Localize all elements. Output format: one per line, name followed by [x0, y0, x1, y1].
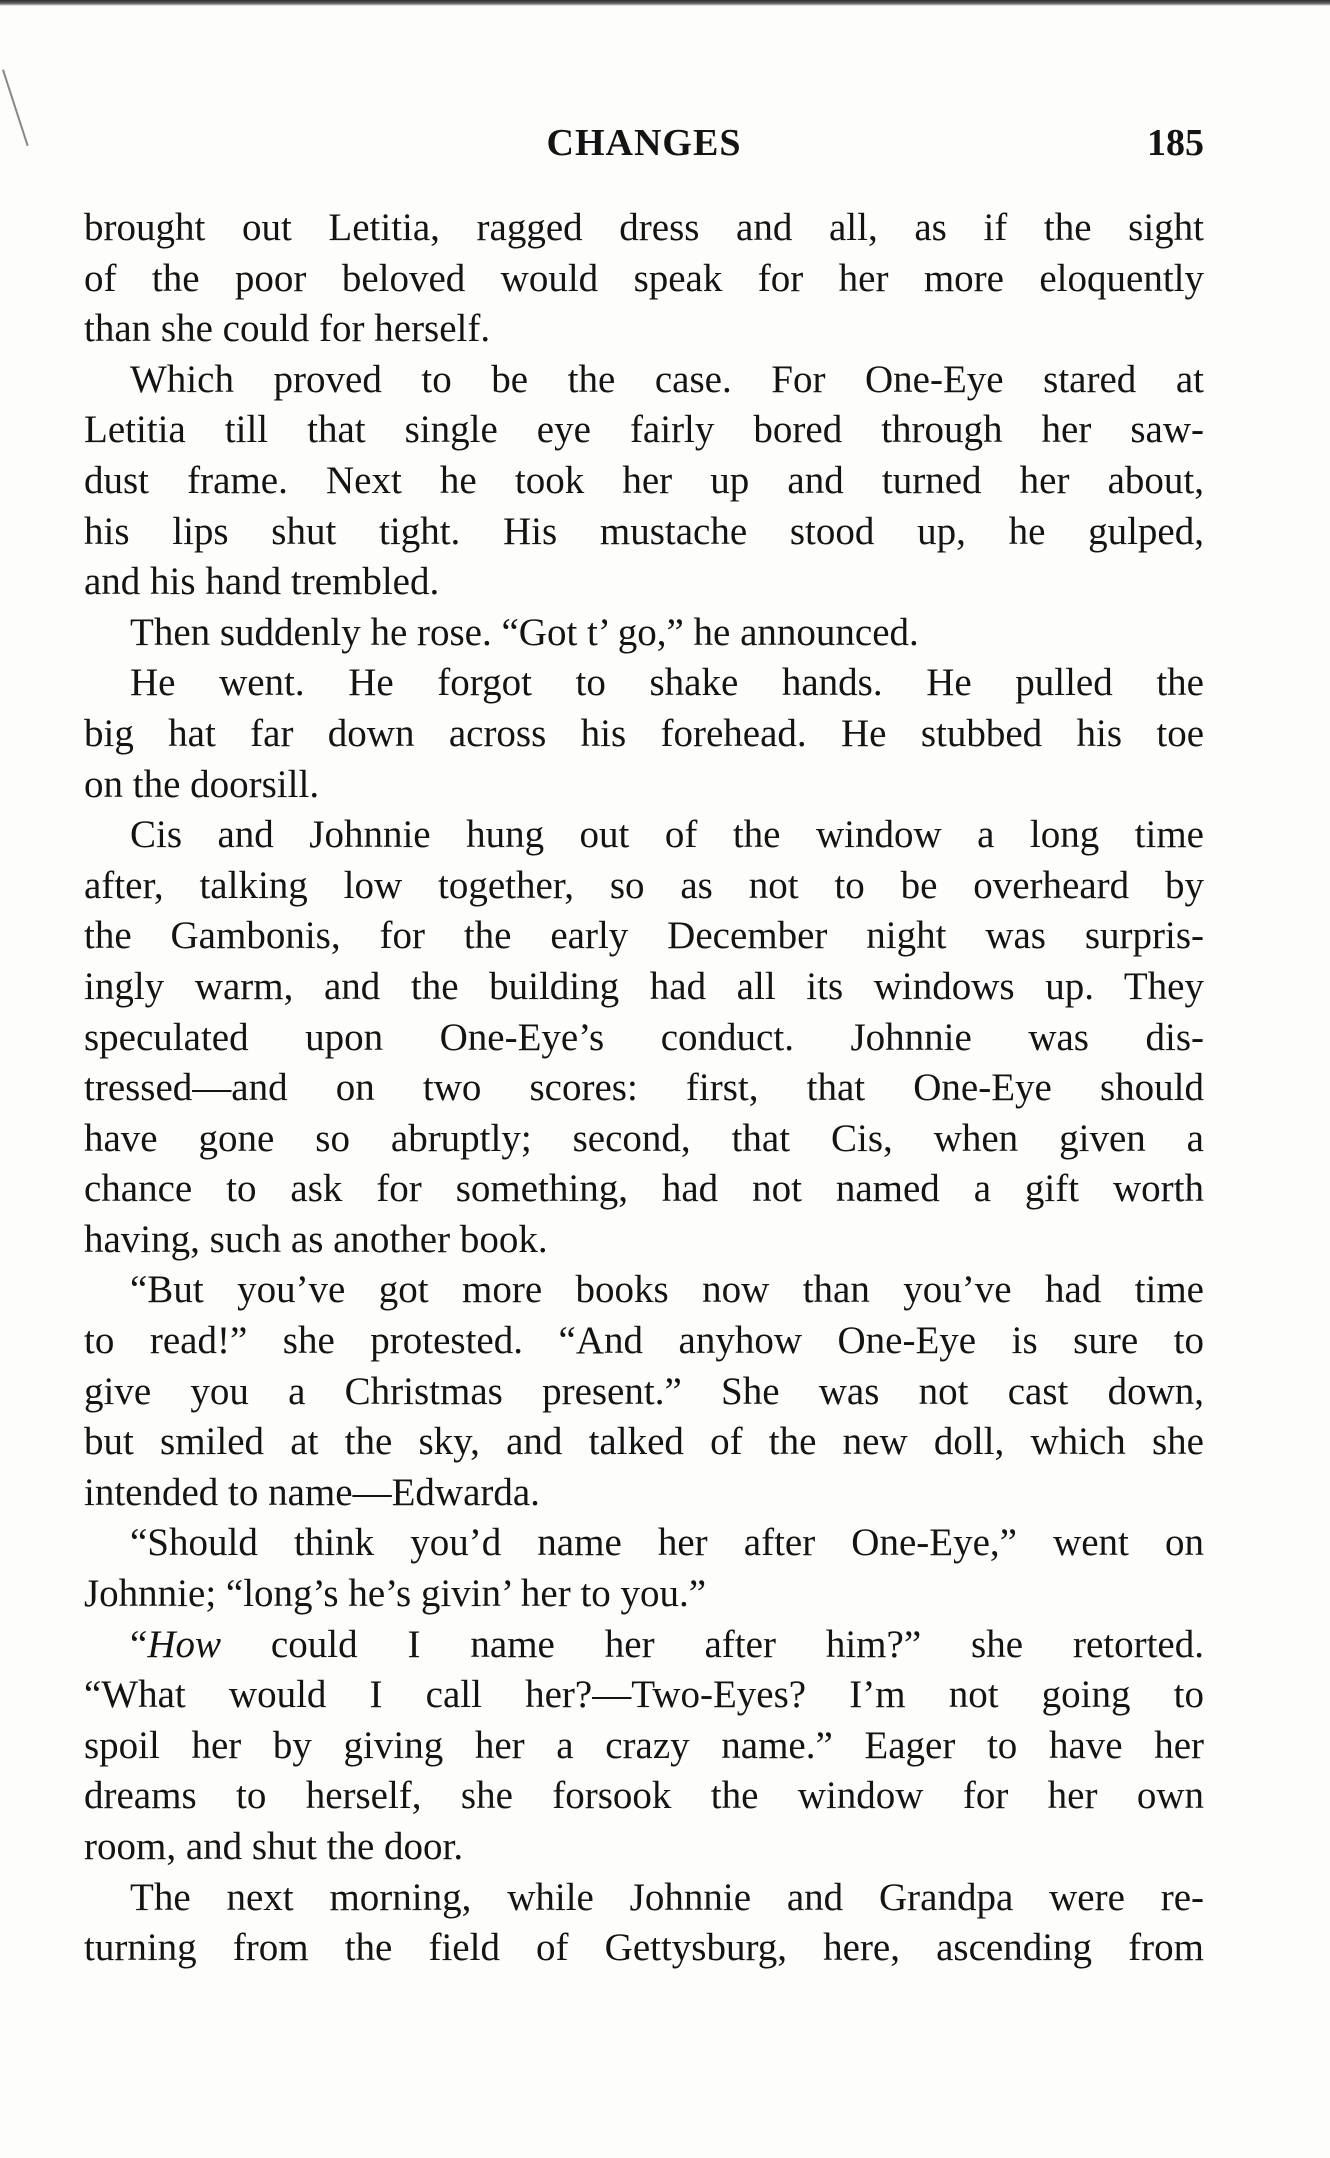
text-line: dust frame. Next he took her up and turned her about,: [84, 458, 1204, 502]
text-line: the Gambonis, for the early December night was surpris-: [84, 914, 1204, 958]
text-line: “But you’ve got more books now than you’ve had time: [130, 1268, 1204, 1312]
text-line: speculated upon One-Eye’s conduct. Johnnie was dis-: [84, 1015, 1204, 1059]
text-line: Cis and Johnnie hung out of the window a long time: [130, 813, 1204, 857]
text-line: He went. He forgot to shake hands. He pulled the: [130, 661, 1204, 705]
text-line: intended to name—Edwarda.: [84, 1470, 540, 1514]
text-line: have gone so abruptly; second, that Cis, when given a: [84, 1116, 1204, 1160]
text-line: than she could for herself.: [84, 307, 491, 351]
text-line: having, such as another book.: [84, 1217, 548, 1261]
running-head: [84, 118, 1204, 168]
page-number: 185: [1147, 122, 1204, 164]
text-line: Which proved to be the case. For One-Eye stared at: [130, 357, 1204, 401]
text-line: Letitia till that single eye fairly bored through her saw-: [84, 408, 1204, 452]
text-line: Johnnie; “long’s he’s givin’ her to you.”: [84, 1572, 707, 1616]
text-line: room, and shut the door.: [84, 1825, 464, 1868]
text-line: and his hand trembled.: [84, 560, 440, 604]
body-text: [84, 203, 1204, 1974]
text-line: chance to ask for something, had not named a gift worth: [84, 1167, 1204, 1211]
emphasis-word: How: [147, 1622, 221, 1666]
text-line: “What would I call her?—Two-Eyes? I’m not going to: [84, 1673, 1204, 1717]
text-line: big hat far down across his forehead. He stubbed his toe: [84, 711, 1204, 755]
text-line: but smiled at the sky, and talked of the new doll, which she: [84, 1420, 1204, 1464]
text-line: ingly warm, and the building had all its windows up. They: [84, 964, 1204, 1008]
text-line: of the poor beloved would speak for her more eloquently: [84, 256, 1204, 300]
text-line: on the doorsill.: [84, 762, 320, 806]
text-line: Then suddenly he rose. “Got t’ go,” he announced.: [130, 610, 919, 654]
text-line: to read!” she protested. “And anyhow One-Eye is sure to: [84, 1319, 1204, 1363]
text-line: turning from the field of Gettysburg, here, ascending from: [84, 1926, 1204, 1970]
text-line: dreams to herself, she forsook the window for her own: [84, 1774, 1204, 1818]
text-line: “Should think you’d name her after One-Eye,” went on: [130, 1521, 1204, 1565]
text-line: The next morning, while Johnnie and Grandpa were re-: [130, 1875, 1204, 1919]
chapter-title: CHANGES: [546, 122, 742, 164]
margin-scan-mark: [2, 62, 51, 146]
text-line: brought out Letitia, ragged dress and all, as if the sight: [84, 206, 1204, 249]
text-line: spoil her by giving her a crazy name.” Eager to have her: [84, 1723, 1204, 1767]
page-top-edge: [0, 0, 1330, 6]
text-line: his lips shut tight. His mustache stood up, he gulped,: [84, 509, 1204, 553]
text-line: “How could I name her after him?” she retorted.: [130, 1622, 1204, 1666]
text-line: tressed—and on two scores: first, that One-Eye should: [84, 1066, 1204, 1110]
text-line: after, talking low together, so as not to be overheard by: [84, 863, 1204, 907]
text-line: give you a Christmas present.” She was not cast down,: [84, 1369, 1204, 1413]
